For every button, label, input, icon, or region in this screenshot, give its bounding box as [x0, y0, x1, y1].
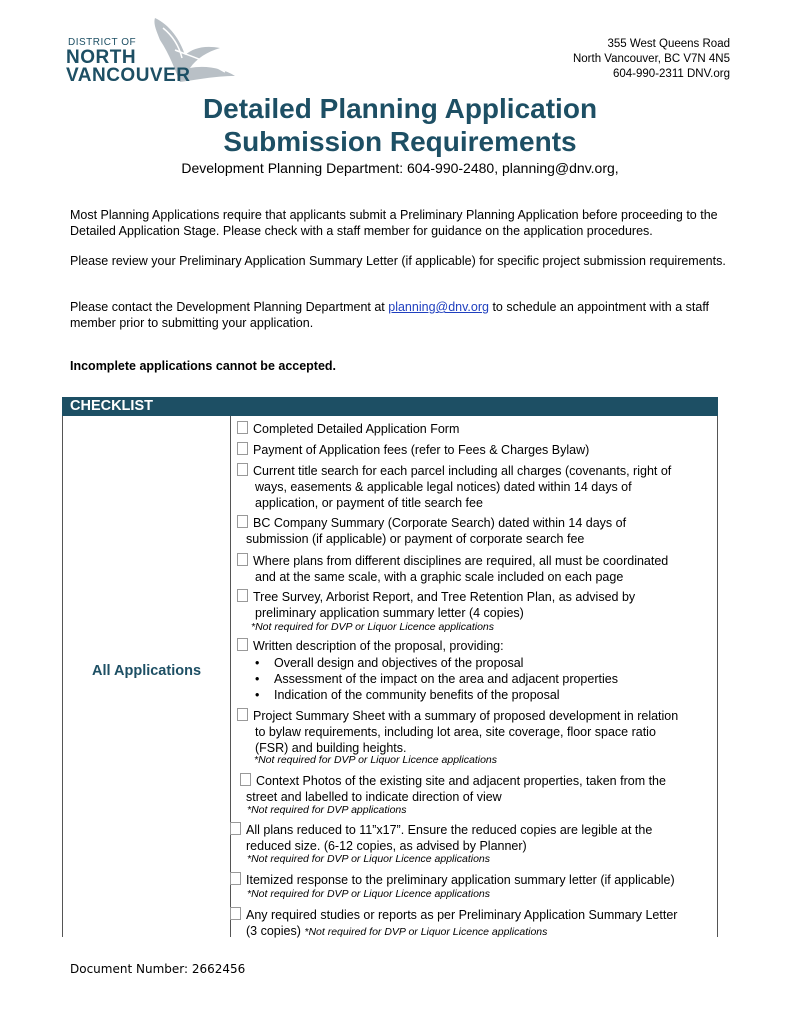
checkbox[interactable] [237, 638, 248, 651]
contact-text-before: Please contact the Development Planning Department at [70, 300, 389, 314]
checkbox[interactable] [237, 421, 248, 434]
checklist-item: Current title search for each parcel including all charges (covenants, right of ways, easements & applicable legal notices) dated within 14 days of application, or payment of title search fee [237, 463, 671, 511]
title-line-2: Submission Requirements [223, 126, 577, 157]
checklist-item: Completed Detailed Application Form [237, 421, 459, 437]
address-phone-web: 604-990-2311 DNV.org [613, 68, 730, 80]
checklist-item: Project Summary Sheet with a summary of proposed development in relation to bylaw requirements, including lot area, site coverage, floor space ratio (FSR) and building heights. [237, 708, 678, 756]
checkbox[interactable] [237, 553, 248, 566]
document-number: Document Number: 2662456 [70, 962, 246, 976]
bullet-item: • Assessment of the impact on the area and adjacent properties [274, 672, 618, 688]
checklist-item: BC Company Summary (Corporate Search) dated within 14 days of submission (if applicable) or payment of corporate search fee [237, 515, 626, 547]
exemption-note: *Not required for DVP or Liquor Licence applications [251, 621, 494, 633]
checklist-item: Written description of the proposal, providing: [237, 638, 504, 654]
row-label-all-applications: All Applications [91, 663, 202, 679]
intro-paragraph-3 [70, 300, 740, 331]
exemption-note: *Not required for DVP or Liquor Licence applications [247, 888, 490, 900]
contact-text-after: to schedule an appointment with a staff member prior to submitting your application. [70, 300, 710, 330]
checkbox[interactable] [237, 442, 248, 455]
checklist-item: Context Photos of the existing site and adjacent properties, taken from the street and labelled to indicate direction of view [240, 773, 666, 805]
checklist-item: Payment of Application fees (refer to Fees & Charges Bylaw) [237, 442, 589, 458]
checklist-item: Tree Survey, Arborist Report, and Tree Retention Plan, as advised by preliminary application summary letter (4 copies) [237, 589, 635, 621]
logo-line-vancouver: VANCOUVER [66, 65, 191, 86]
page-title [0, 92, 800, 158]
logo-line-north: NORTH [66, 47, 137, 68]
bullet-item: • Indication of the community benefits of the proposal [274, 688, 560, 704]
checkbox[interactable] [240, 773, 251, 786]
exemption-note: *Not required for DVP or Liquor Licence applications [304, 926, 548, 938]
checkbox[interactable] [230, 907, 241, 920]
logo-line-district: DISTRICT OF [68, 37, 137, 48]
checkbox[interactable] [230, 822, 241, 835]
address-street: 355 West Queens Road [607, 38, 730, 50]
checkbox[interactable] [237, 463, 248, 476]
intro-paragraph-1: Most Planning Applications require that applicants submit a Preliminary Planning Application before proceeding to the Detailed Application Stage. Please check with a staff member for guidance on the application procedures. [70, 208, 718, 238]
checklist-item: Where plans from different disciplines are required, all must be coordinated and at the same scale, with a graphic scale included on each page [237, 553, 668, 585]
checkbox[interactable] [237, 589, 248, 602]
department-contact: Development Planning Department: 604-990-2480, planning@dnv.org, [181, 160, 619, 176]
title-line-1: Detailed Planning Application [202, 93, 598, 124]
exemption-note: *Not required for DVP or Liquor Licence applications [254, 754, 497, 766]
exemption-note: *Not required for DVP or Liquor Licence applications [247, 853, 490, 865]
dnv-logo [60, 10, 250, 90]
checklist-header [62, 397, 718, 416]
planning-email-link[interactable]: planning@dnv.org [388, 300, 489, 314]
checkbox[interactable] [237, 515, 248, 528]
address-city: North Vancouver, BC V7N 4N5 [572, 53, 730, 65]
checkbox[interactable] [230, 872, 241, 885]
incomplete-warning: Incomplete applications cannot be accepted. [70, 359, 337, 373]
intro-paragraph-2: Please review your Preliminary Application Summary Letter (if applicable) for specific project submission requirements. [70, 254, 726, 268]
checklist-item: All plans reduced to 11”x17”. Ensure the reduced copies are legible at the reduced size. (6-12 copies, as advised by Planner) [230, 822, 652, 854]
column-divider [230, 416, 231, 937]
address-block [573, 37, 730, 82]
exemption-note: *Not required for DVP applications [247, 804, 407, 816]
checklist-item: Itemized response to the preliminary application summary letter (if applicable) [230, 872, 675, 888]
checklist-title: CHECKLIST [70, 398, 153, 414]
checkbox[interactable] [237, 708, 248, 721]
checklist-item: Any required studies or reports as per Preliminary Application Summary Letter (3 copies) *Not required for DVP or Liquor Licence applications [230, 907, 677, 939]
bullet-item: • Overall design and objectives of the proposal [274, 656, 523, 672]
